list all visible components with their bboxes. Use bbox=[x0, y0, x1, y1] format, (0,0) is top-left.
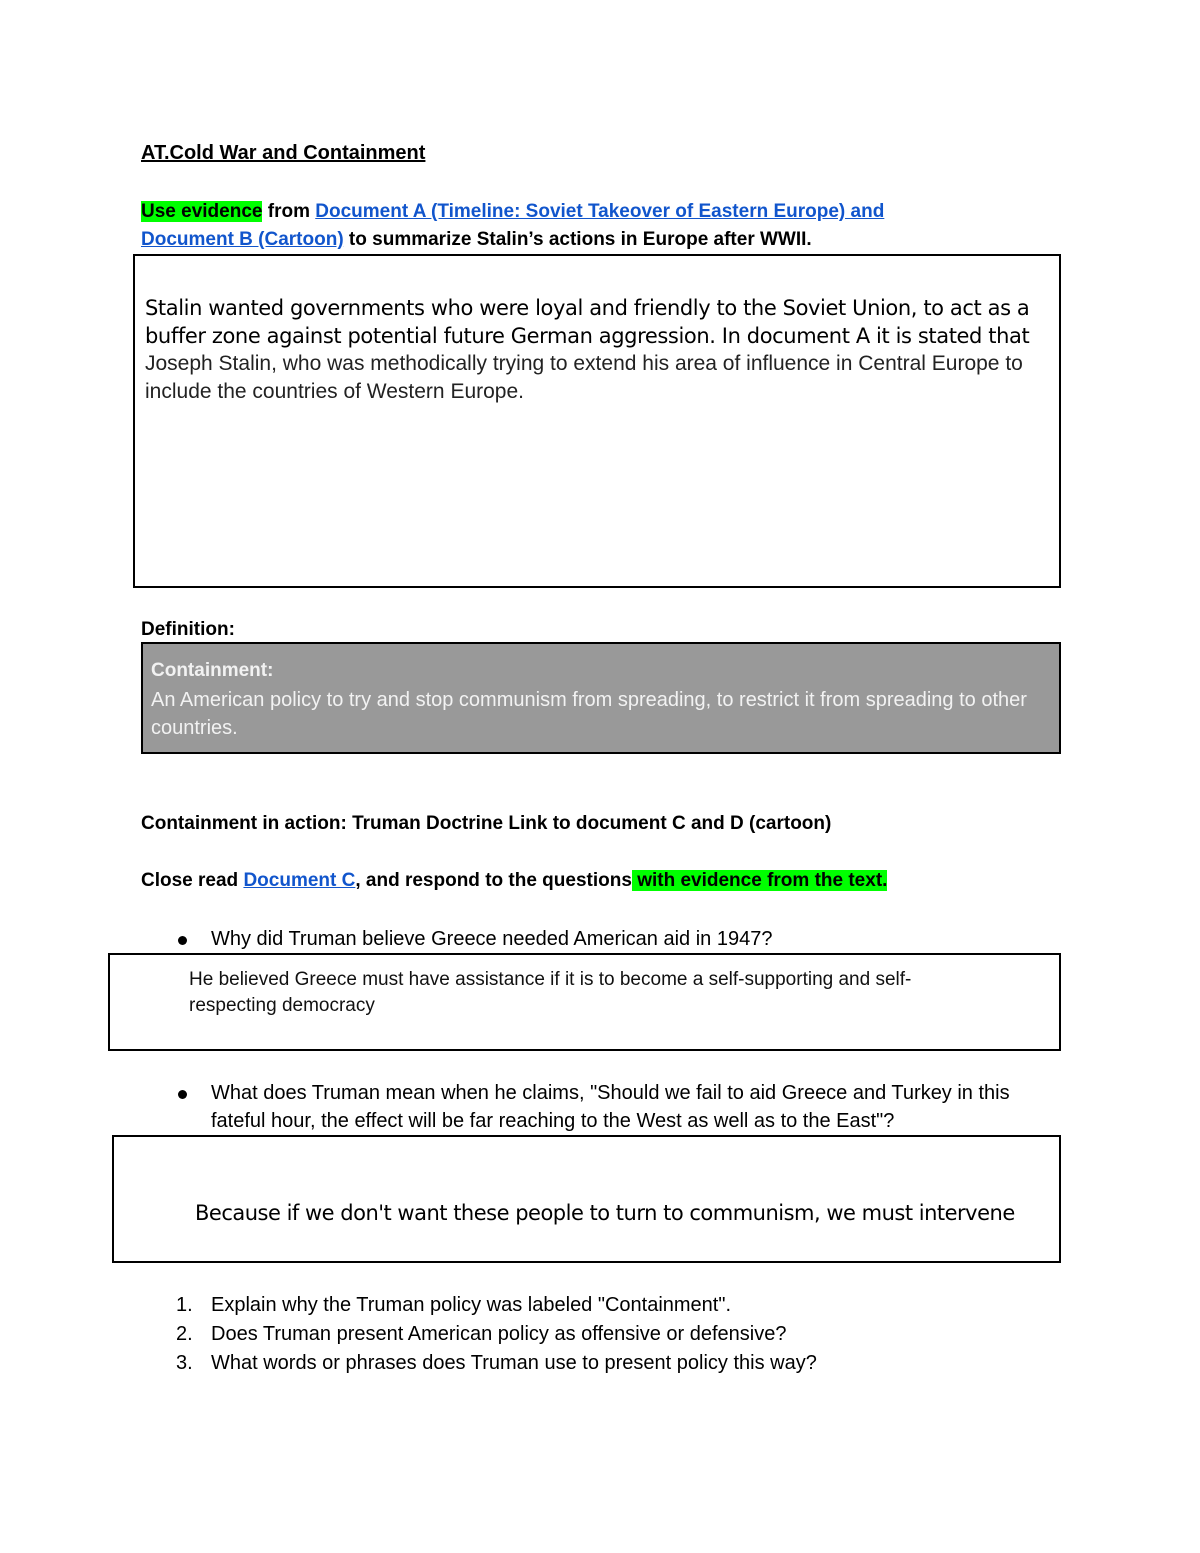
answer-main-text: Stalin wanted governments who were loyal and friendly to the Soviet Union, to act as a buffer zone against potential future German aggression. In document A it is stated that bbox=[145, 296, 1030, 348]
answer-box-q1[interactable] bbox=[108, 953, 1061, 1051]
close-read-prompt bbox=[141, 867, 887, 895]
list-item-number-3: 3. bbox=[176, 1352, 193, 1374]
definition-text: An American policy to try and stop communism from spreading, to restrict it from spreading to other countries. bbox=[151, 689, 1027, 739]
page-title: AT.Cold War and Containment bbox=[141, 142, 426, 164]
link-document-a[interactable]: Document A (Timeline: Soviet Takeover of Eastern Europe) and bbox=[315, 201, 885, 222]
answer-quote-text: Joseph Stalin, who was methodically trying to extend his area of influence in Central Europe to include the countries of Western Europe. bbox=[145, 352, 1023, 403]
answer-text-q2: Because if we don't want these people to turn to communism, we must intervene bbox=[195, 1201, 1015, 1225]
list-item-1: Explain why the Truman policy was labeled "Containment". bbox=[211, 1294, 732, 1316]
bullet-icon bbox=[178, 1090, 187, 1099]
prompt-rest: to summarize Stalin’s actions in Europe after WWII. bbox=[343, 229, 812, 250]
highlight-evidence: with evidence from the text. bbox=[631, 870, 888, 891]
link-document-b[interactable]: Document B (Cartoon) bbox=[141, 229, 344, 250]
prompt-from: from bbox=[262, 201, 316, 222]
definition-box bbox=[141, 642, 1061, 754]
highlight-use-evidence: Use evidence bbox=[141, 201, 263, 222]
close-read-text: Close read bbox=[141, 870, 244, 891]
answer-text-stalin bbox=[145, 294, 1055, 406]
list-item-number-1: 1. bbox=[176, 1294, 193, 1316]
answer-box-stalin[interactable] bbox=[133, 254, 1061, 588]
answer-box-q2[interactable] bbox=[112, 1135, 1061, 1263]
respond-text: , and respond to the questions bbox=[355, 870, 632, 891]
prompt-stalin bbox=[141, 198, 1041, 254]
question-1: Why did Truman believe Greece needed American aid in 1947? bbox=[211, 928, 773, 950]
definition-term: Containment: bbox=[151, 660, 274, 681]
section-heading-truman: Containment in action: Truman Doctrine Link to document C and D (cartoon) bbox=[141, 813, 832, 834]
list-item-2: Does Truman present American policy as offensive or defensive? bbox=[211, 1323, 787, 1345]
list-item-number-2: 2. bbox=[176, 1323, 193, 1345]
answer-text-q1: He believed Greece must have assistance if it is to become a self-supporting and self-respecting democracy bbox=[189, 969, 912, 1016]
list-item-3: What words or phrases does Truman use to present policy this way? bbox=[211, 1352, 817, 1374]
question-2: What does Truman mean when he claims, "Should we fail to aid Greece and Turkey in this fateful hour, the effect will be far reaching to the West as well as to the East"? bbox=[211, 1082, 1010, 1132]
link-document-c[interactable]: Document C bbox=[243, 870, 356, 891]
definition-label: Definition: bbox=[141, 619, 235, 640]
bullet-icon bbox=[178, 936, 187, 945]
